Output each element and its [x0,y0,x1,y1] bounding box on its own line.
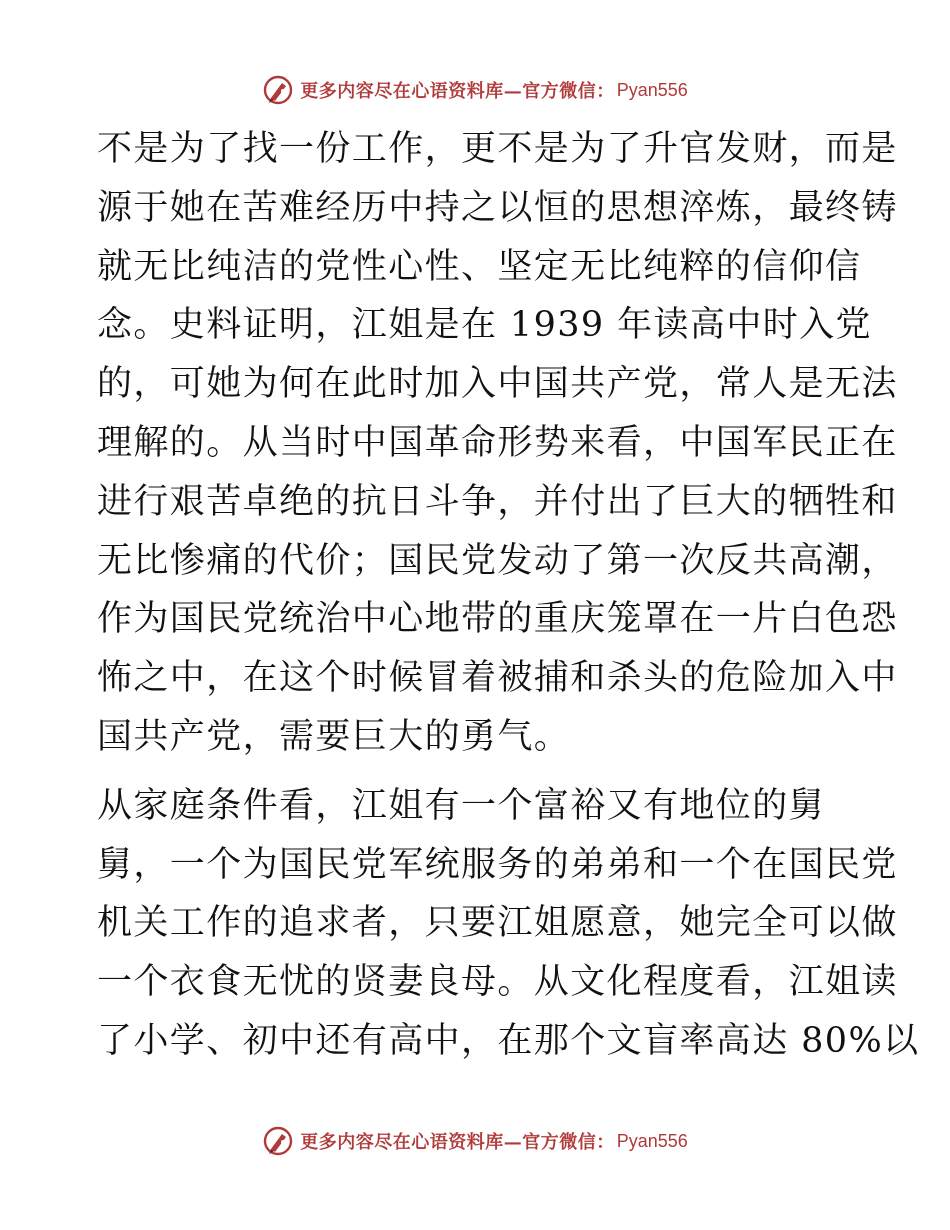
header-watermark [0,70,950,110]
text-line: 国共产党，需要巨大的勇气。 [97,716,571,757]
text-line: 作为国民党统治中心地带的重庆笼罩在一片白色恐 [97,599,898,640]
watermark-wechat-id: Pyan556 [616,79,688,100]
text-line: 一个衣食无忧的贤妻良母。从文化程度看，江姐读 [97,962,898,1003]
watermark-text: 更多内容尽在心语资料库—官方微信： [300,81,615,102]
text-line: 了小学、初中还有高中，在那个文盲率高达 80%以 [97,1020,920,1061]
pen-logo-icon [262,74,294,106]
text-line: 源于她在苦难经历中持之以恒的思想淬炼，最终铸 [97,187,898,228]
watermark-wechat-id: Pyan556 [616,1130,688,1151]
text-line: 无比惨痛的代价；国民党发动了第一次反共高潮， [97,540,898,581]
text-line: 舅，一个为国民党军统服务的弟弟和一个在国民党 [97,844,898,885]
text-line: 不是为了找一份工作，更不是为了升官发财，而是 [97,129,898,169]
text-line: 就无比纯洁的党性心性、坚定无比纯粹的信仰信 [97,246,862,287]
text-line: 机关工作的追求者，只要江姐愿意，她完全可以做 [97,903,898,944]
pen-logo-icon [262,1125,294,1157]
watermark-text: 更多内容尽在心语资料库—官方微信： [300,1132,615,1153]
document-body [97,120,920,1071]
paragraph-1 [97,120,898,767]
text-line: 进行艰苦卓绝的抗日斗争，并付出了巨大的牺牲和 [97,481,898,522]
text-line: 的，可她为何在此时加入中国共产党，常人是无法 [97,364,898,405]
text-line: 从家庭条件看，江姐有一个富裕又有地位的舅 [97,785,826,826]
text-line: 理解的。从当时中国革命形势来看，中国军民正在 [97,422,898,463]
text-line: 念。史料证明，江姐是在 1939 年读高中时入党 [97,305,872,346]
text-line: 怖之中，在这个时候冒着被捕和杀头的危险加入中 [97,658,898,699]
paragraph-2 [97,777,920,1071]
footer-watermark [0,1121,950,1161]
